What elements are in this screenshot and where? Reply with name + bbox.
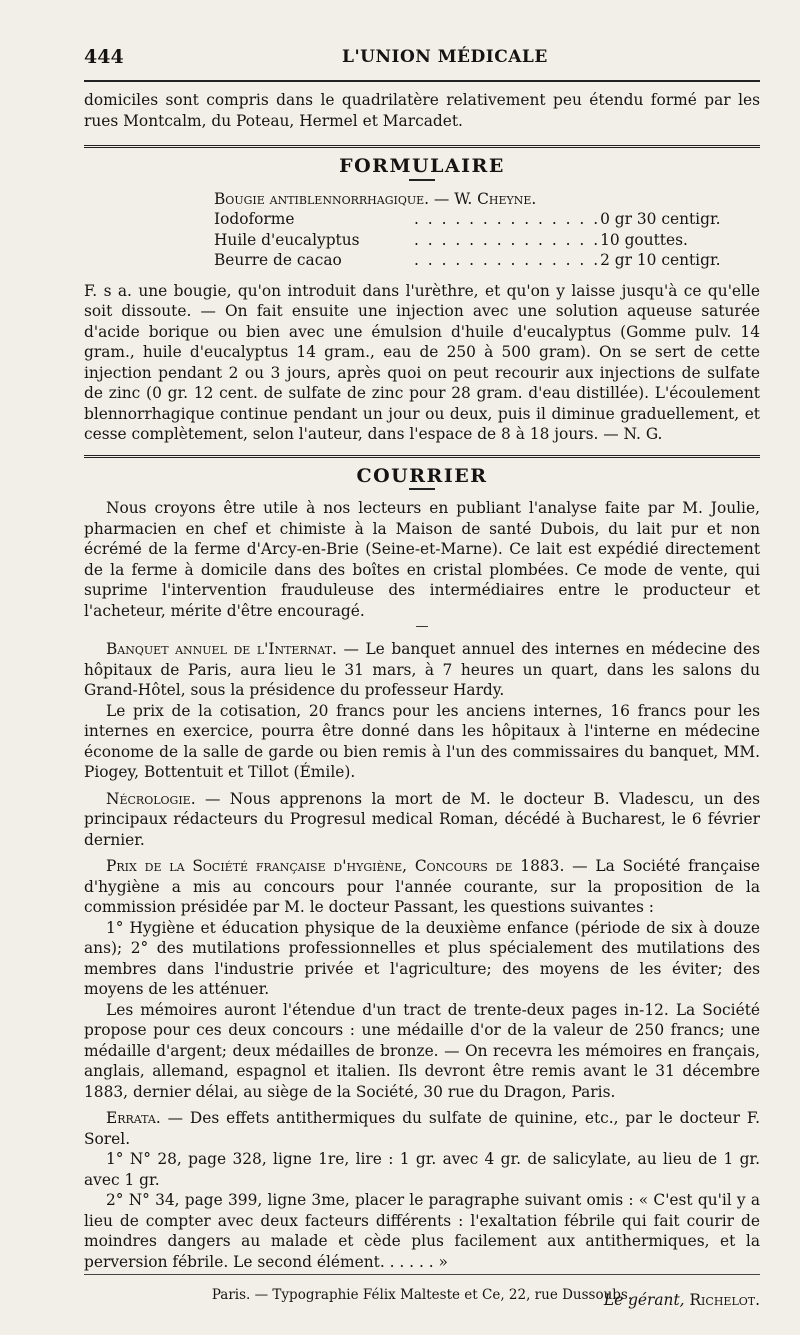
intro-paragraph: domiciles sont compris dans le quadrilatère relativement peu étendu formé par les rues Montcalm, du Poteau, Hermel et Marcadet. xyxy=(84,91,760,130)
necrologie-text: — Nous apprenons la mort de M. le docteur B. Vladescu, un des principaux rédacteurs du Progresul medical Roman, décédé à Bucharest, le 6 février dernier. xyxy=(84,789,760,849)
ingredient-row xyxy=(214,230,721,251)
recipe-title: Bougie antiblennorrhagique. — W. Cheyne. xyxy=(214,189,537,208)
errata-text: — Des effets antithermiques du sulfate de quinine, etc., par le docteur F. Sorel. xyxy=(84,1109,760,1148)
necrologie-heading: Nécrologie. xyxy=(106,789,196,808)
cotisation-paragraph: Le prix de la cotisation, 20 francs pour les anciens internes, 16 francs pour les internes en exercice, pourra être donné dans les hôpitaux à l'interne en médecine économe de la salle de garde ou bien remis à l'un des commissaires du banquet, MM. Piogey, Bottentuit et Tillot (Émile). xyxy=(84,701,760,781)
errata-item: 1° N° 28, page 328, ligne 1re, lire : 1 gr. avec 4 gr. de salicylate, au lieu de 1 gr. avec 1 gr. xyxy=(84,1150,760,1189)
page-content xyxy=(84,90,760,1311)
ingredient-quantity: 10 gouttes. xyxy=(600,230,688,249)
section-divider xyxy=(84,455,760,458)
running-head: L'UNION MÉDICALE xyxy=(342,47,548,67)
ingredient-name: Iodoforme xyxy=(214,210,295,228)
footer-rule xyxy=(84,1274,760,1275)
errata-heading: Errata. xyxy=(106,1109,161,1127)
errata-paragraph xyxy=(84,1108,760,1149)
lait-notice: Nous croyons être utile à nos lecteurs en publiant l'analyse faite par M. Joulie, pharmacien en chef et chimiste à la Maison de santé Dubois, du lait pur et non écrémé de la ferme d'Arcy-en-Brie (Seine-et-Marne). Ce lait est expédié directement de la ferme à domicile dans des boîtes en cristal plombées. Ce mode de vente, qui suprime l'intervention frauduleuse des intermédiaires entre le producteur et l'acheteur, mérite d'être encouragé. xyxy=(84,499,760,620)
necrologie-paragraph xyxy=(84,789,760,851)
header-rule xyxy=(84,80,760,82)
memoires-paragraph: Les mémoires auront l'étendue d'un tract de trente-deux pages in-12. La Société propose pour ces deux concours : une médaille d'or de la valeur de 250 francs; une médaille d'argent; deux médailles de bronze. — On recevra les mémoires en français, anglais, allemand, espagnol et italien. Ils devront être remis avant le 31 décembre 1883, dernier délai, au siège de la Société, 30 rue du Dragon, Paris. xyxy=(84,1000,760,1101)
ingredient-quantity: 2 gr 10 centigr. xyxy=(600,251,721,269)
prix-text: — La Société française d'hygiène a mis au concours pour l'année courante, sur la proposition de la commission présidée par M. le docteur Passant, les questions suivantes : xyxy=(84,857,760,916)
ingredient-row xyxy=(214,209,721,230)
title-underline xyxy=(409,488,435,490)
leader-dots: . . . . . . . . . . . . . . xyxy=(414,251,601,269)
page-number: 444 xyxy=(84,46,124,68)
banquet-heading: Banquet annuel de l'Internat. xyxy=(106,640,337,658)
spacer xyxy=(84,271,760,281)
paragraph-divider: — xyxy=(415,619,429,634)
banquet-paragraph xyxy=(84,639,760,701)
recipe-ingredients xyxy=(214,209,721,271)
signature-name: Richelot. xyxy=(689,1291,760,1309)
title-underline xyxy=(409,179,435,181)
page-header xyxy=(84,47,760,73)
recipe-instructions: F. s a. une bougie, qu'on introduit dans l'urèthre, et qu'on y laisse jusqu'à ce qu'elle soit dissoute. — On fait ensuite une injection avec une solution aqueuse saturée d'acide borique ou bien avec une émulsion d'huile d'eucalyptus (Gomme pulv. 14 gram., huile d'eucalyptus 14 gram., eau de 250 à 500 gram). On se sert de cette injection pendant 2 ou 3 jours, après quoi on peut recourir aux injections de sulfate de zinc (0 gr. 12 cent. de sulfate de zinc pour 28 gram. d'eau distillée). L'écoulement blennorrhagique continue pendant un jour ou deux, puis il diminue graduellement, et cesse complètement, selon l'auteur, dans l'espace de 8 à 18 jours. — N. G. xyxy=(84,281,760,443)
signature-role: Le gérant, xyxy=(603,1291,685,1309)
questions-paragraph: 1° Hygiène et éducation physique de la deuxième enfance (période de six à douze ans); 2° des mutilations professionnelles et plus spécialement des mutilations des membres dans l'industrie privée et l'agriculture; des moyens de les éviter; des moyens de les atténuer. xyxy=(84,918,760,998)
courrier-title: COURRIER xyxy=(356,464,488,487)
ingredient-row xyxy=(214,250,721,271)
section-divider xyxy=(84,145,760,148)
leader-dots: . . . . . . . . . . . . . . xyxy=(414,210,601,228)
ingredient-name: Huile d'eucalyptus xyxy=(214,230,360,249)
prix-paragraph xyxy=(84,856,760,918)
formulaire-title: FORMULAIRE xyxy=(339,155,505,177)
ingredient-name: Beurre de cacao xyxy=(214,251,342,269)
errata-item: 2° N° 34, page 399, ligne 3me, placer le paragraphe suivant omis : « C'est qu'il y a lieu de compter avec deux facteurs différents : l'exaltation fébrile qui fait courir de moindres dangers au malade et cède plus facilement aux antithermiques, et la perversion fébrile. Le second élément. . . . . . » xyxy=(84,1191,760,1271)
printer-imprint: Paris. — Typographie Félix Malteste et Ce, 22, rue Dussoubs. xyxy=(211,1287,633,1303)
leader-dots: . . . . . . . . . . . . . . xyxy=(414,230,601,249)
banquet-text: — Le banquet annuel des internes en médecine des hôpitaux de Paris, aura lieu le 31 mars, à 7 heures un quart, dans les salons du Grand-Hôtel, sous la présidence du professeur Hardy. xyxy=(84,640,760,699)
ingredient-quantity: 0 gr 30 centigr. xyxy=(600,210,721,228)
prix-heading: Prix de la Société française d'hygiène, Concours de 1883. xyxy=(106,857,565,875)
